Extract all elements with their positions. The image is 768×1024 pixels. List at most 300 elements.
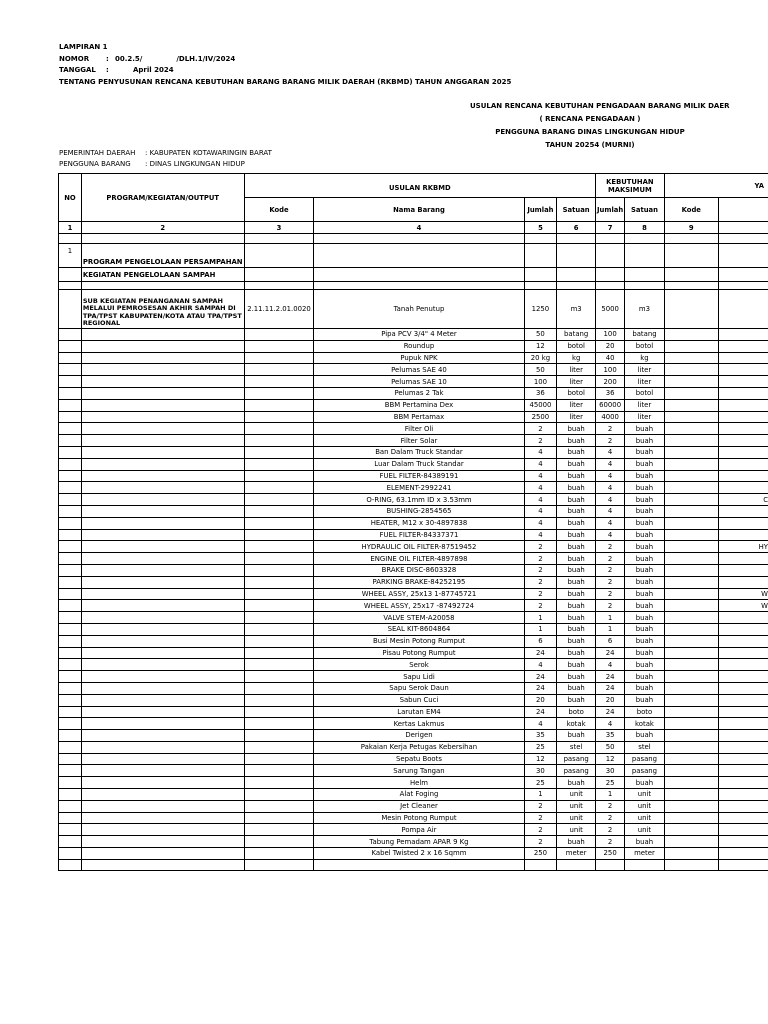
row-kode-2 (664, 576, 718, 588)
row-jumlah-max: 5000 (596, 290, 625, 329)
row-satuan: botol (557, 387, 596, 399)
row-extra (718, 505, 768, 517)
tanggal-line (59, 65, 511, 77)
row-satuan-max: liter (625, 411, 664, 423)
row-kode-2 (664, 730, 718, 742)
row-extra (718, 718, 768, 730)
row-no (59, 694, 82, 706)
row-jumlah-max: 40 (596, 352, 625, 364)
info-block (59, 148, 272, 170)
row-nama-barang: Tabung Pemadam APAR 9 Kg (314, 836, 524, 848)
row-satuan-max: botol (625, 387, 664, 399)
row-satuan: buah (557, 446, 596, 458)
spacer-row (59, 234, 768, 244)
row-jumlah: 35 (524, 730, 557, 742)
title-block (430, 100, 750, 152)
row-jumlah: 2 (524, 576, 557, 588)
row-no (59, 564, 82, 576)
col-satuan-header: Satuan (557, 198, 596, 222)
row-satuan-max: buah (625, 529, 664, 541)
row-jumlah: 24 (524, 682, 557, 694)
row-jumlah-max: 36 (596, 387, 625, 399)
row-nama-barang: Pisau Potong Rumput (314, 647, 524, 659)
row-program (81, 564, 244, 576)
row-jumlah-max: 4 (596, 718, 625, 730)
row-no (59, 529, 82, 541)
row-kode: 2.11.11.2.01.0020 (244, 290, 314, 329)
row-extra: W (718, 600, 768, 612)
row-satuan: botol (557, 340, 596, 352)
row-kode (244, 800, 314, 812)
row-program (81, 517, 244, 529)
row-kode (244, 529, 314, 541)
row-program (81, 458, 244, 470)
row-jumlah: 25 (524, 777, 557, 789)
row-extra (718, 812, 768, 824)
row-jumlah-max: 24 (596, 706, 625, 718)
row-program (81, 836, 244, 848)
row-program (81, 423, 244, 435)
row-satuan-max: botol (625, 340, 664, 352)
row-extra (718, 576, 768, 588)
row-satuan: boto (557, 706, 596, 718)
col-satuan2-header: Satuan (625, 198, 664, 222)
row-satuan: buah (557, 482, 596, 494)
row-kode-2 (664, 494, 718, 506)
row-kode-2 (664, 600, 718, 612)
row-extra (718, 848, 768, 860)
col-extra-header (718, 198, 768, 222)
row-no (59, 352, 82, 364)
row-kode-2 (664, 706, 718, 718)
row-program (81, 765, 244, 777)
table-row (59, 741, 768, 753)
row-program (81, 612, 244, 624)
row-kode (244, 647, 314, 659)
row-extra (718, 647, 768, 659)
row-program (81, 718, 244, 730)
row-satuan: meter (557, 848, 596, 860)
row-extra (718, 446, 768, 458)
row-no (59, 517, 82, 529)
row-jumlah-max: 4 (596, 458, 625, 470)
row-jumlah: 2 (524, 812, 557, 824)
row-kode (244, 600, 314, 612)
row-program (81, 387, 244, 399)
row-jumlah: 2 (524, 435, 557, 447)
row-satuan-max: buah (625, 694, 664, 706)
table-row (59, 671, 768, 683)
row-nama-barang: BBM Pertamax (314, 411, 524, 423)
row-program (81, 848, 244, 860)
row-satuan: buah (557, 836, 596, 848)
row-satuan-max: buah (625, 423, 664, 435)
table-row (59, 411, 768, 423)
row-kode (244, 824, 314, 836)
row-program (81, 588, 244, 600)
row-program (81, 706, 244, 718)
row-no (59, 753, 82, 765)
table-row (59, 718, 768, 730)
row-kode (244, 446, 314, 458)
row-satuan: buah (557, 423, 596, 435)
row-jumlah: 2 (524, 423, 557, 435)
row-program (81, 789, 244, 801)
pengguna-line (59, 159, 272, 170)
row-kode (244, 659, 314, 671)
row-nama-barang: Sapu Serok Daun (314, 682, 524, 694)
row-jumlah: 1 (524, 623, 557, 635)
table-row (59, 435, 768, 447)
row-jumlah-max: 1 (596, 623, 625, 635)
row-jumlah: 250 (524, 848, 557, 860)
row-jumlah: 2 (524, 824, 557, 836)
row-extra (718, 635, 768, 647)
nomor-label: NOMOR (59, 54, 90, 63)
row-kode (244, 329, 314, 341)
row-jumlah: 4 (524, 458, 557, 470)
row-satuan: stel (557, 741, 596, 753)
row-program (81, 682, 244, 694)
row-no (59, 446, 82, 458)
row-jumlah-max: 4000 (596, 411, 625, 423)
row-nama-barang: WHEEL ASSY, 25x13 1-87745721 (314, 588, 524, 600)
row-kode (244, 671, 314, 683)
row-kode (244, 387, 314, 399)
row-jumlah-max: 25 (596, 777, 625, 789)
row-program (81, 376, 244, 388)
row-jumlah: 4 (524, 482, 557, 494)
row-program (81, 659, 244, 671)
row-extra (718, 753, 768, 765)
row-nama-barang: Helm (314, 777, 524, 789)
row-nama-barang: Larutan EM4 (314, 706, 524, 718)
row-satuan-max: buah (625, 730, 664, 742)
row-satuan: buah (557, 541, 596, 553)
row-satuan-max: unit (625, 812, 664, 824)
row-no (59, 659, 82, 671)
row-program (81, 647, 244, 659)
row-no (59, 399, 82, 411)
row-no (59, 376, 82, 388)
row-kode-2 (664, 290, 718, 329)
row-jumlah: 4 (524, 446, 557, 458)
table-row (59, 494, 768, 506)
row-satuan: buah (557, 694, 596, 706)
row-kode (244, 848, 314, 860)
row-kode-2 (664, 446, 718, 458)
row-jumlah-max: 2 (596, 435, 625, 447)
row-jumlah: 2 (524, 800, 557, 812)
row-jumlah-max: 2 (596, 600, 625, 612)
col-number (718, 222, 768, 234)
row-program (81, 470, 244, 482)
row-jumlah: 4 (524, 505, 557, 517)
table-row (59, 635, 768, 647)
row-nama-barang: Sarung Tangan (314, 765, 524, 777)
col-number: 1 (59, 222, 82, 234)
row-extra: C (718, 494, 768, 506)
row-kode-2 (664, 435, 718, 447)
row-kode (244, 470, 314, 482)
row-satuan-max: buah (625, 458, 664, 470)
table-row (59, 836, 768, 848)
row-extra (718, 399, 768, 411)
row-kode-2 (664, 753, 718, 765)
row-jumlah-max: 20 (596, 694, 625, 706)
row-satuan-max: buah (625, 635, 664, 647)
row-jumlah-max: 2 (596, 812, 625, 824)
row-kode-2 (664, 612, 718, 624)
row-jumlah-max: 30 (596, 765, 625, 777)
row-satuan: unit (557, 812, 596, 824)
tanggal-colon: : (106, 66, 109, 74)
row-no (59, 364, 82, 376)
table-row (59, 682, 768, 694)
row-kode (244, 435, 314, 447)
row-extra (718, 789, 768, 801)
row-jumlah: 12 (524, 753, 557, 765)
row-nama-barang: HEATER, M12 x 30-4897838 (314, 517, 524, 529)
row-extra (718, 800, 768, 812)
row-nama-barang: Pelumas SAE 10 (314, 376, 524, 388)
row-extra (718, 482, 768, 494)
row-satuan-max: boto (625, 706, 664, 718)
row-jumlah-max: 24 (596, 671, 625, 683)
row-kode-2 (664, 824, 718, 836)
row-satuan-max: stel (625, 741, 664, 753)
row-jumlah-max: 200 (596, 376, 625, 388)
row-kode-2 (664, 635, 718, 647)
row-jumlah: 4 (524, 494, 557, 506)
row-extra (718, 659, 768, 671)
nomor-colon: : (106, 54, 109, 63)
row-nama-barang: Pakaian Kerja Petugas Kebersihan (314, 741, 524, 753)
row-satuan: unit (557, 824, 596, 836)
row-extra: W (718, 588, 768, 600)
col-kode2-header: Kode (664, 198, 718, 222)
table-row (59, 588, 768, 600)
row-satuan-max: buah (625, 671, 664, 683)
row-kode (244, 765, 314, 777)
row-extra (718, 290, 768, 329)
row-satuan: buah (557, 435, 596, 447)
row-nama-barang: Kabel Twisted 2 x 16 Sqmm (314, 848, 524, 860)
row-nama-barang: BRAKE DISC-8603328 (314, 564, 524, 576)
row-satuan: unit (557, 800, 596, 812)
row-no (59, 635, 82, 647)
row-kode (244, 340, 314, 352)
row-satuan: buah (557, 494, 596, 506)
row-jumlah: 2 (524, 836, 557, 848)
row-no (59, 423, 82, 435)
row-kode (244, 836, 314, 848)
table-row (59, 777, 768, 789)
row-satuan: buah (557, 470, 596, 482)
row-nama-barang: Tanah Penutup (314, 290, 524, 329)
row-satuan-max: batang (625, 329, 664, 341)
col-number: 5 (524, 222, 557, 234)
table-row (59, 812, 768, 824)
row-extra (718, 364, 768, 376)
row-extra (718, 741, 768, 753)
row-kode (244, 623, 314, 635)
row-no (59, 612, 82, 624)
title-line-3: PENGGUNA BARANG DINAS LINGKUNGAN HIDUP (495, 128, 685, 136)
row-nama-barang: Sepatu Boots (314, 753, 524, 765)
row-nama-barang: Sapu Lidi (314, 671, 524, 683)
row-program (81, 505, 244, 517)
row-satuan-max: unit (625, 824, 664, 836)
row-nama-barang: ENGINE OIL FILTER-4897898 (314, 553, 524, 565)
row-jumlah: 100 (524, 376, 557, 388)
row-kode-2 (664, 329, 718, 341)
row-kode (244, 588, 314, 600)
row-no (59, 329, 82, 341)
row-extra (718, 329, 768, 341)
col-partial-header: YA (664, 174, 768, 198)
table-row (59, 399, 768, 411)
document-header (59, 42, 511, 88)
row-no (59, 553, 82, 565)
row-nama-barang: Mesin Potong Rumput (314, 812, 524, 824)
row-kode-2 (664, 623, 718, 635)
row-kode-2 (664, 694, 718, 706)
row-kode-2 (664, 765, 718, 777)
row-jumlah-max: 1 (596, 789, 625, 801)
kegiatan-name: KEGIATAN PENGELOLAAN SAMPAH (81, 268, 244, 282)
pengguna-label: PENGGUNA BARANG (59, 160, 131, 168)
row-extra (718, 387, 768, 399)
nomor-value: 00.2.5/ (115, 54, 143, 63)
row-extra (718, 777, 768, 789)
row-kode-2 (664, 529, 718, 541)
row-jumlah-max: 4 (596, 529, 625, 541)
row-program (81, 446, 244, 458)
row-extra (718, 435, 768, 447)
row-program (81, 824, 244, 836)
row-satuan-max: pasang (625, 765, 664, 777)
row-no (59, 576, 82, 588)
row-satuan-max: liter (625, 376, 664, 388)
table-row (59, 659, 768, 671)
row-satuan: buah (557, 600, 596, 612)
row-jumlah-max: 24 (596, 647, 625, 659)
row-program (81, 352, 244, 364)
row-kode (244, 411, 314, 423)
row-extra (718, 682, 768, 694)
row-nama-barang: Serok (314, 659, 524, 671)
row-nama-barang: Sabun Cuci (314, 694, 524, 706)
row-kode-2 (664, 387, 718, 399)
row-program (81, 364, 244, 376)
row-jumlah: 2 (524, 541, 557, 553)
col-jumlah-header: Jumlah (524, 198, 557, 222)
row-satuan-max: buah (625, 588, 664, 600)
row-jumlah: 2 (524, 553, 557, 565)
row-kode-2 (664, 482, 718, 494)
header-row-1 (59, 174, 768, 198)
row-nama-barang: Derigen (314, 730, 524, 742)
row-nama-barang: Roundup (314, 340, 524, 352)
row-satuan-max: buah (625, 505, 664, 517)
table-row (59, 458, 768, 470)
program-row (59, 244, 768, 268)
table-row (59, 576, 768, 588)
row-kode-2 (664, 553, 718, 565)
row-no (59, 340, 82, 352)
row-satuan-max: kotak (625, 718, 664, 730)
row-no (59, 812, 82, 824)
row-no (59, 387, 82, 399)
row-satuan-max: unit (625, 789, 664, 801)
row-no (59, 718, 82, 730)
row-jumlah-max: 50 (596, 741, 625, 753)
row-jumlah-max: 2 (596, 824, 625, 836)
row-nama-barang: Pompa Air (314, 824, 524, 836)
row-kode (244, 376, 314, 388)
row-kode (244, 352, 314, 364)
row-kode-2 (664, 800, 718, 812)
row-kode-2 (664, 541, 718, 553)
row-jumlah: 24 (524, 671, 557, 683)
row-satuan: buah (557, 529, 596, 541)
lampiran-label: LAMPIRAN 1 (59, 43, 108, 51)
row-jumlah: 50 (524, 364, 557, 376)
row-kode-2 (664, 458, 718, 470)
table-row (59, 423, 768, 435)
row-satuan-max: buah (625, 576, 664, 588)
row-nama-barang: Pupuk NPK (314, 352, 524, 364)
row-jumlah: 20 (524, 694, 557, 706)
row-jumlah: 4 (524, 517, 557, 529)
table-row (59, 765, 768, 777)
row-nama-barang: VALVE STEM-A20058 (314, 612, 524, 624)
blank-footer-row (59, 859, 768, 870)
col-number: 3 (244, 222, 314, 234)
row-kode (244, 541, 314, 553)
row-no (59, 541, 82, 553)
row-nama-barang: Alat Foging (314, 789, 524, 801)
row-program (81, 435, 244, 447)
row-no (59, 765, 82, 777)
row-extra (718, 470, 768, 482)
row-jumlah-max: 4 (596, 470, 625, 482)
row-nama-barang: SEAL KIT-8604864 (314, 623, 524, 635)
nomor-line (59, 54, 511, 66)
row-kode-2 (664, 848, 718, 860)
table-row (59, 553, 768, 565)
row-extra (718, 564, 768, 576)
table-row (59, 706, 768, 718)
row-kode (244, 612, 314, 624)
table-row (59, 730, 768, 742)
rkbmd-table (58, 173, 768, 871)
row-satuan: buah (557, 777, 596, 789)
row-extra (718, 340, 768, 352)
row-jumlah: 36 (524, 387, 557, 399)
table-row (59, 600, 768, 612)
row-jumlah: 24 (524, 647, 557, 659)
row-jumlah-max: 6 (596, 635, 625, 647)
row-extra (718, 671, 768, 683)
row-satuan-max: meter (625, 848, 664, 860)
row-extra (718, 529, 768, 541)
row-no (59, 623, 82, 635)
row-kode (244, 564, 314, 576)
row-satuan-max: unit (625, 800, 664, 812)
col-number: 8 (625, 222, 664, 234)
